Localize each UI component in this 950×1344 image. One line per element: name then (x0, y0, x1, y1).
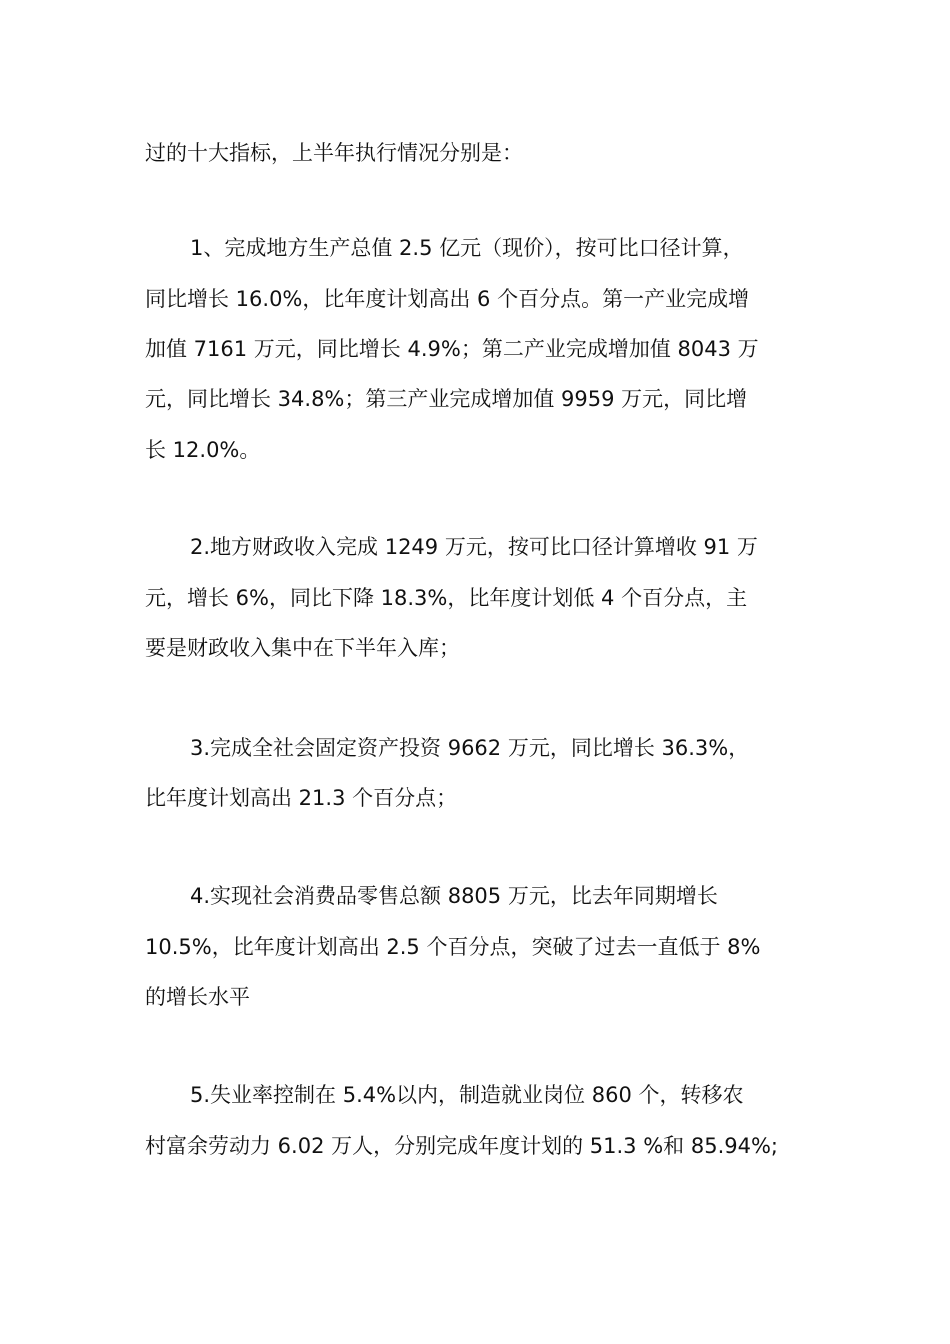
text-line-item5-1: 5.失业率控制在 5.4%以内，制造就业岗位 860 个，转移农 (190, 1083, 744, 1107)
text-line-item3-2: 比年度计划高出 21.3 个百分点； (145, 786, 458, 810)
text-line-item1-1: 1、完成地方生产总值 2.5 亿元（现价），按可比口径计算， (190, 236, 744, 260)
text-line-item1-4: 元，同比增长 34.8%；第三产业完成增加值 9959 万元，同比增 (145, 387, 748, 411)
text-line-item5-2: 村富余劳动力 6.02 万人，分别完成年度计划的 51.3 %和 85.94%; (145, 1134, 778, 1158)
text-line-item3-1: 3.完成全社会固定资产投资 9662 万元，同比增长 36.3%， (190, 736, 750, 760)
text-line-item4-2: 10.5%，比年度计划高出 2.5 个百分点，突破了过去一直低于 8% (145, 935, 761, 959)
text-line-item1-2: 同比增长 16.0%，比年度计划高出 6 个百分点。第一产业完成增 (145, 287, 750, 311)
text-line-item4-1: 4.实现社会消费品零售总额 8805 万元，比去年同期增长 (190, 884, 718, 908)
text-line-item2-2: 元，增长 6%，同比下降 18.3%，比年度计划低 4 个百分点，主 (145, 586, 748, 610)
text-line-intro: 过的十大指标，上半年执行情况分别是： (145, 141, 523, 165)
text-line-item1-3: 加值 7161 万元，同比增长 4.9%；第二产业完成增加值 8043 万 (145, 337, 759, 361)
text-line-item1-5: 长 12.0%。 (145, 438, 261, 462)
text-line-item4-3: 的增长水平 (145, 985, 250, 1009)
text-line-item2-1: 2.地方财政收入完成 1249 万元，按可比口径计算增收 91 万 (190, 535, 758, 559)
text-line-item2-3: 要是财政收入集中在下半年入库； (145, 636, 460, 660)
